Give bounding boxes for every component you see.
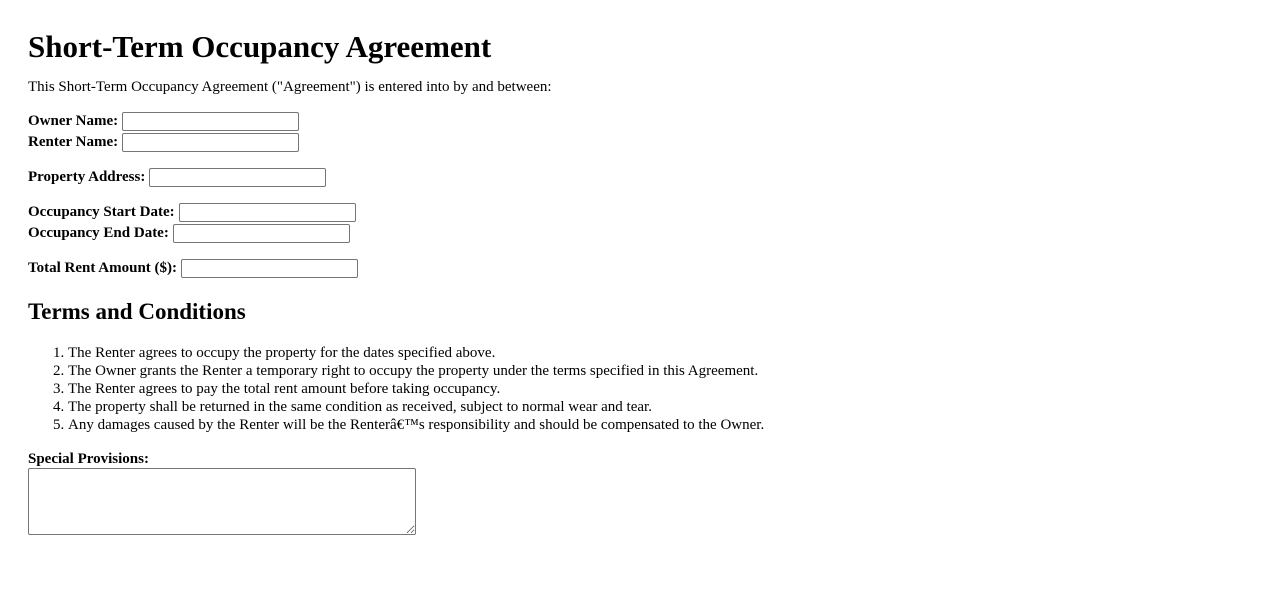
property-address-row [28,167,1278,188]
renter-name-label: Renter Name: [28,134,119,150]
end-date-label: Occupancy End Date: [28,225,169,241]
terms-item: 3. The Renter agrees to pay the total rent amount before taking occupancy. [68,380,1278,398]
renter-name-input[interactable] [122,133,299,152]
start-date-row [28,202,1278,223]
intro-text: This Short-Term Occupancy Agreement ("Agreement") is entered into by and between: [28,79,552,95]
terms-heading: Terms and Conditions [28,299,246,324]
end-date-row [28,223,1278,244]
terms-item: 5. Any damages caused by the Renter will be the Renterâ€™s responsibility and should be compensated to the Owner. [68,416,1278,434]
owner-name-label: Owner Name: [28,113,119,129]
special-provisions-label: Special Provisions: [28,451,149,467]
rent-amount-input[interactable] [181,259,358,278]
rent-amount-label: Total Rent Amount ($): [28,260,178,276]
renter-name-row [28,132,1278,153]
special-provisions-textarea[interactable] [28,468,416,535]
owner-name-input[interactable] [122,112,299,131]
end-date-input[interactable] [173,224,350,243]
dates-section [28,202,1278,244]
start-date-input[interactable] [179,203,356,222]
parties-section [28,111,1278,153]
property-address-input[interactable] [149,168,326,187]
rent-amount-row [28,258,1278,279]
property-section [28,167,1278,188]
rent-section [28,258,1278,279]
property-address-label: Property Address: [28,169,146,185]
page-title: Short-Term Occupancy Agreement [28,29,492,64]
terms-item: 4. The property shall be returned in the same condition as received, subject to normal wear and tear. [68,398,1278,416]
terms-item: 2. The Owner grants the Renter a temporary right to occupy the property under the terms specified in this Agreement. [68,362,1278,380]
terms-item: 1. The Renter agrees to occupy the property for the dates specified above. [68,344,1278,362]
start-date-label: Occupancy Start Date: [28,204,175,220]
owner-name-row [28,111,1278,132]
terms-list [28,344,1278,434]
